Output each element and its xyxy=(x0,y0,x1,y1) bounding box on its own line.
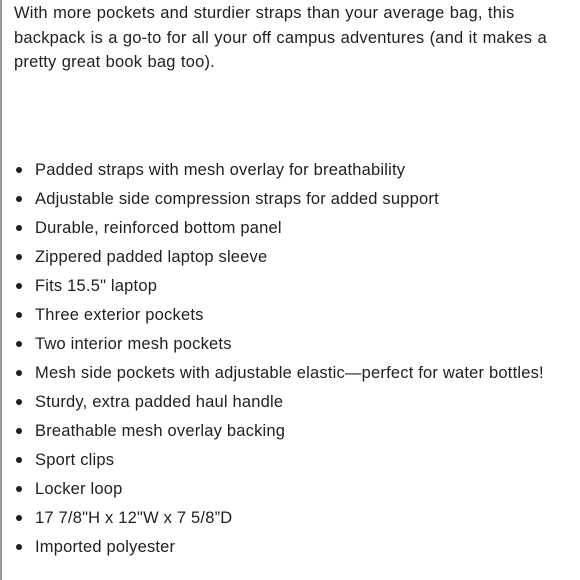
bullet-icon xyxy=(16,544,22,550)
bullet-icon xyxy=(16,515,22,521)
list-item xyxy=(14,446,570,475)
list-item xyxy=(14,272,570,301)
left-border-line xyxy=(0,0,2,580)
list-item xyxy=(14,533,570,562)
list-item xyxy=(14,301,570,330)
product-description: With more pockets and sturdier straps than your average bag, this backpack is a go-to for all your off campus adventures (and it makes a pretty great book bag too). xyxy=(14,4,547,71)
feature-text: Mesh side pockets with adjustable elastic—perfect for water bottles! xyxy=(35,363,544,382)
product-details xyxy=(14,1,570,562)
feature-list xyxy=(14,156,570,562)
feature-text: 17 7/8"H x 12"W x 7 5/8”D xyxy=(35,508,233,527)
list-item xyxy=(14,185,570,214)
feature-text: Imported polyester xyxy=(35,537,176,556)
bullet-icon xyxy=(16,341,22,347)
feature-text: Durable, reinforced bottom panel xyxy=(35,218,282,237)
bullet-icon xyxy=(16,196,22,202)
feature-text: Breathable mesh overlay backing xyxy=(35,421,286,440)
feature-text: Adjustable side compression straps for added support xyxy=(35,189,439,208)
bullet-icon xyxy=(16,225,22,231)
list-item xyxy=(14,388,570,417)
bullet-icon xyxy=(16,399,22,405)
feature-text: Two interior mesh pockets xyxy=(35,334,232,353)
feature-text: Three exterior pockets xyxy=(35,305,204,324)
list-item xyxy=(14,243,570,272)
list-item xyxy=(14,214,570,243)
feature-text: Padded straps with mesh overlay for breathability xyxy=(35,160,406,179)
list-item xyxy=(14,417,570,446)
list-item xyxy=(14,359,570,388)
bullet-icon xyxy=(16,254,22,260)
feature-text: Fits 15.5" laptop xyxy=(35,276,158,295)
bullet-icon xyxy=(16,283,22,289)
bullet-icon xyxy=(16,486,22,492)
bullet-icon xyxy=(16,370,22,376)
list-item xyxy=(14,330,570,359)
bullet-icon xyxy=(16,312,22,318)
feature-text: Zippered padded laptop sleeve xyxy=(35,247,268,266)
feature-text: Sturdy, extra padded haul handle xyxy=(35,392,284,411)
list-item xyxy=(14,156,570,185)
bullet-icon xyxy=(16,167,22,173)
list-item xyxy=(14,475,570,504)
bullet-icon xyxy=(16,428,22,434)
bullet-icon xyxy=(16,457,22,463)
feature-text: Sport clips xyxy=(35,450,115,469)
feature-text: Locker loop xyxy=(35,479,123,498)
list-item xyxy=(14,504,570,533)
